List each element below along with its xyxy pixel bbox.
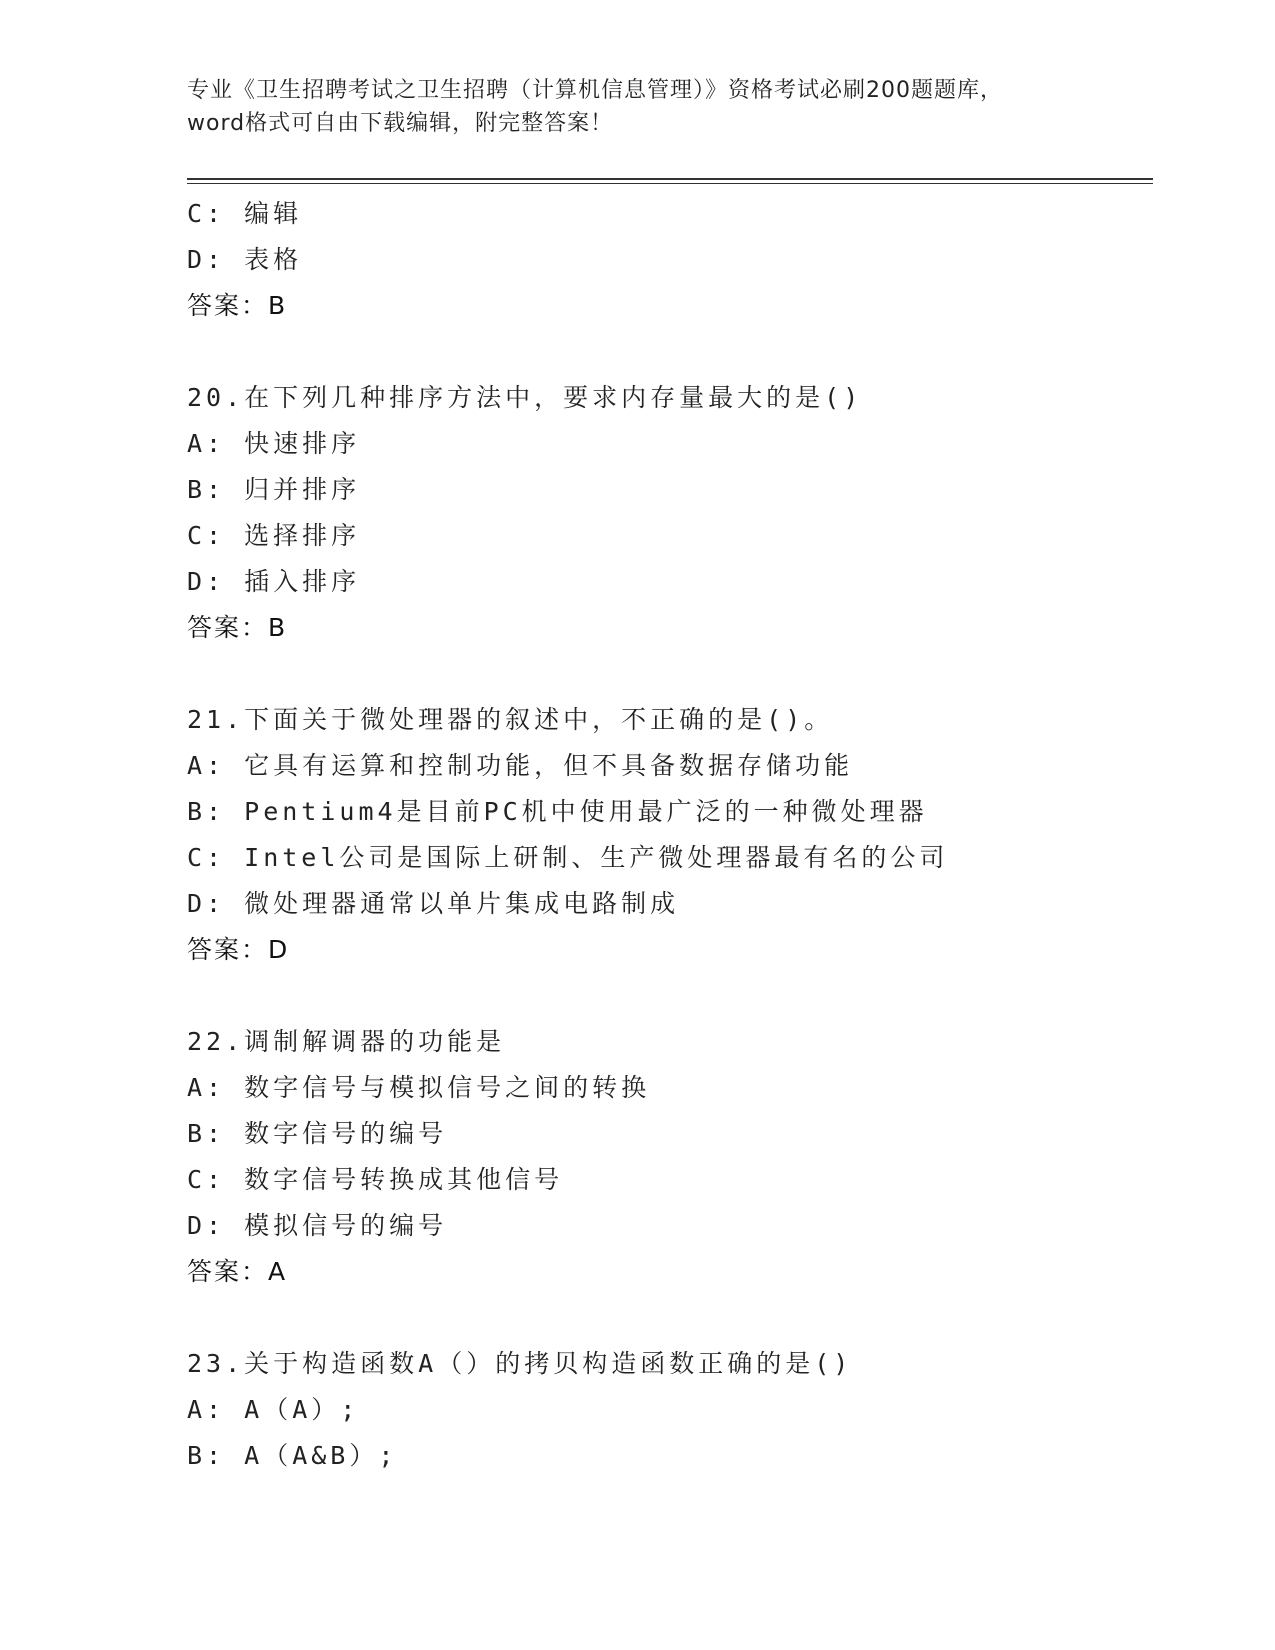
option-c: C: 选择排序 [187, 521, 361, 550]
answer: 答案：D [187, 935, 290, 964]
option-a: A: A（A）; [187, 1395, 360, 1424]
option-d: D: 模拟信号的编号 [187, 1211, 448, 1240]
option-c: C: 编辑 [187, 199, 303, 228]
answer: 答案：A [187, 1257, 288, 1286]
spacer [187, 973, 1167, 1019]
header-divider-thick [187, 178, 1153, 180]
option-a: A: 数字信号与模拟信号之间的转换 [187, 1073, 651, 1102]
question-stem: 21.下面关于微处理器的叙述中，不正确的是()。 [187, 705, 834, 734]
question-23 [187, 1341, 1167, 1479]
option-c: C: 数字信号转换成其他信号 [187, 1165, 564, 1194]
spacer [187, 1295, 1167, 1341]
option-a: A: 它具有运算和控制功能，但不具备数据存储功能 [187, 751, 854, 780]
answer: 答案：B [187, 613, 288, 642]
option-d: D: 微处理器通常以单片集成电路制成 [187, 889, 680, 918]
option-d: D: 表格 [187, 245, 303, 274]
header-divider-thin [187, 183, 1153, 184]
question-21 [187, 697, 1167, 973]
option-b: B: Pentium4是目前PC机中使用最广泛的一种微处理器 [187, 797, 928, 826]
option-b: B: A（A&B）; [187, 1441, 398, 1470]
option-b: B: 归并排序 [187, 475, 361, 504]
question-19-tail [187, 191, 1167, 329]
answer: 答案：B [187, 291, 288, 320]
spacer [187, 329, 1167, 375]
option-b: B: 数字信号的编号 [187, 1119, 448, 1148]
question-stem: 22.调制解调器的功能是 [187, 1027, 506, 1056]
question-stem: 20.在下列几种排序方法中，要求内存量最大的是() [187, 383, 863, 412]
option-d: D: 插入排序 [187, 567, 361, 596]
header-line-2: word格式可自由下载编辑，附完整答案！ [187, 111, 614, 136]
spacer [187, 651, 1167, 697]
question-stem: 23.关于构造函数A（）的拷贝构造函数正确的是() [187, 1349, 853, 1378]
question-list [187, 191, 1167, 1479]
option-c: C: Intel公司是国际上研制、生产微处理器最有名的公司 [187, 843, 949, 872]
header-line-1: 专业《卫生招聘考试之卫生招聘（计算机信息管理）》资格考试必刷200题题库， [187, 78, 1003, 103]
question-20 [187, 375, 1167, 651]
option-a: A: 快速排序 [187, 429, 361, 458]
question-22 [187, 1019, 1167, 1295]
document-header [187, 74, 1087, 140]
